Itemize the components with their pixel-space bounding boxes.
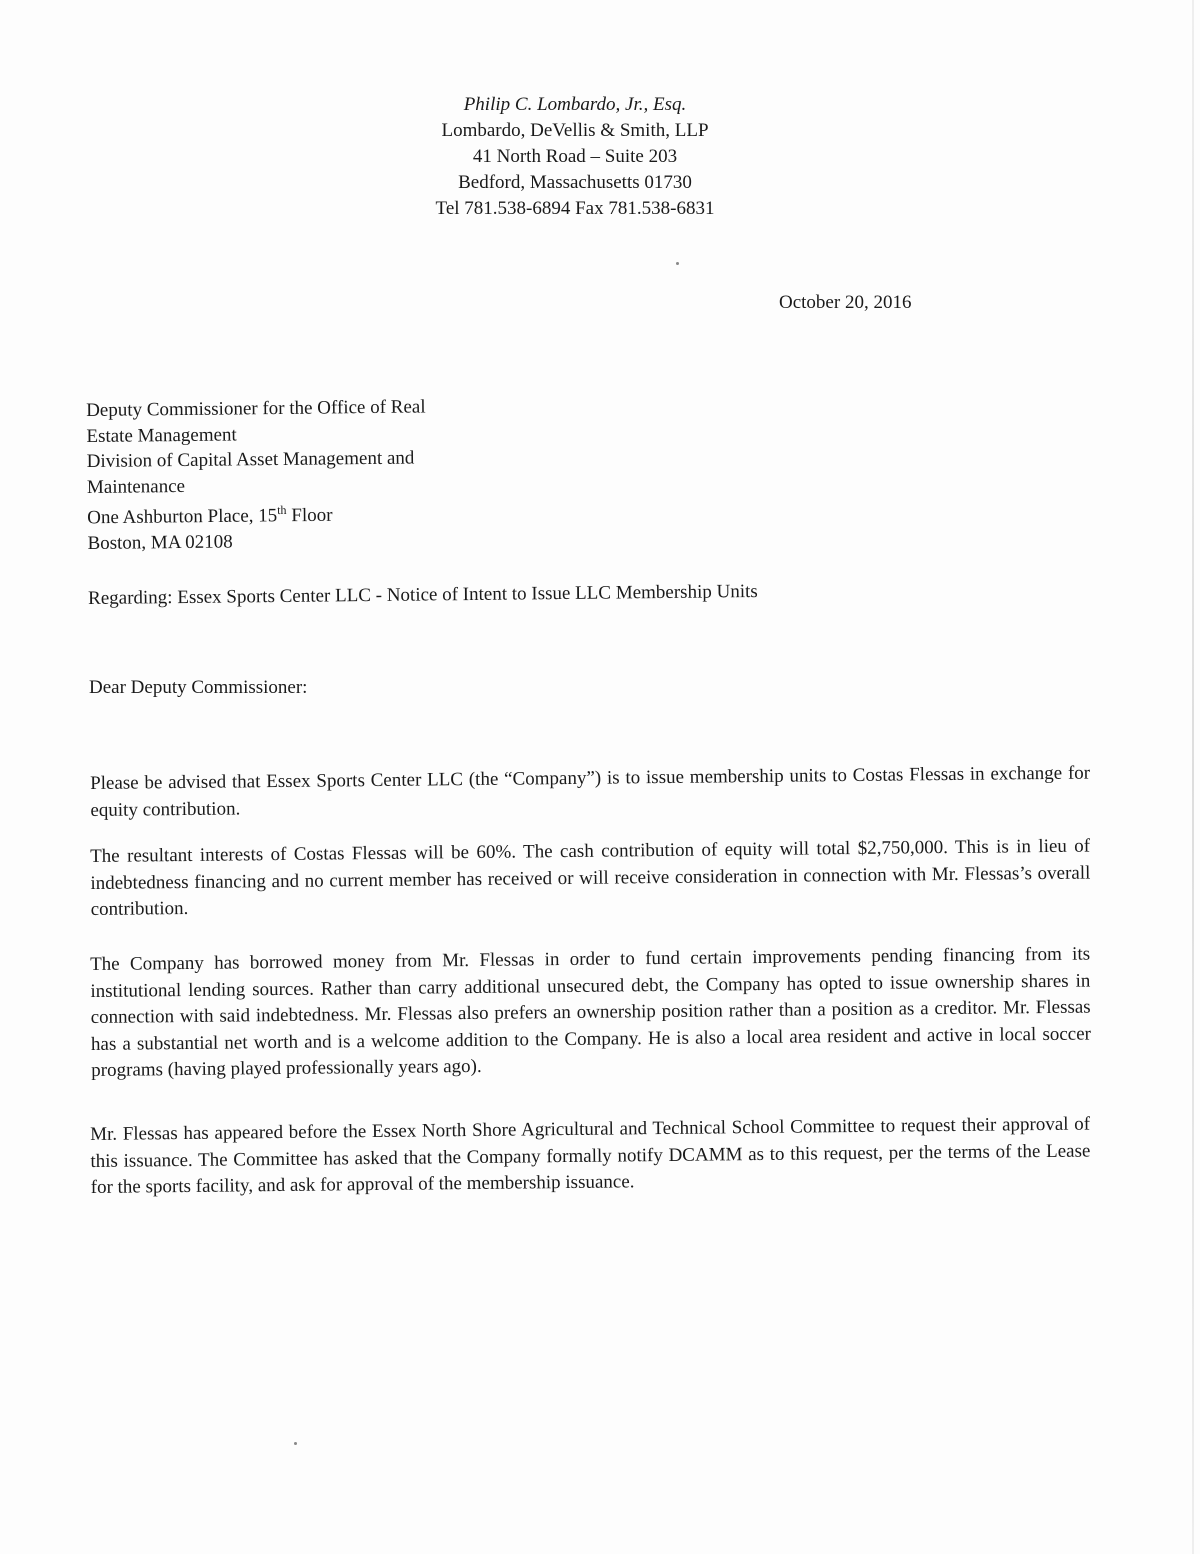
firm-name: Lombardo, DeVellis & Smith, LLP <box>441 120 709 141</box>
body-paragraph: The resultant interests of Costas Flessas will be 60%. The cash contribution of equity will total $2,750,000. This is in lieu of indebtedness financing and no current member has received or will receive consideration in connection with Mr. Flessas’s overall contribution. <box>90 835 1091 920</box>
scan-edge <box>1192 0 1194 1554</box>
ordinal-suffix: th <box>277 502 287 518</box>
letterhead <box>410 92 740 222</box>
recipient-line: Estate Management <box>86 423 237 447</box>
street-address: 41 North Road – Suite 203 <box>472 146 678 167</box>
recipient-line <box>87 496 487 531</box>
scan-speck <box>294 1442 297 1445</box>
attorney-name: Philip C. Lombardo, Jr., Esq. <box>463 94 687 115</box>
scan-speck <box>676 262 679 265</box>
phone-fax: Tel 781.538-6894 Fax 781.538-6831 <box>435 198 715 219</box>
recipient-street: One Ashburton Place, 15 <box>87 505 278 529</box>
recipient-line: Boston, MA 02108 <box>87 531 233 554</box>
recipient-line: Deputy Commissioner for the Office of Real <box>86 396 426 421</box>
subject-line: Regarding: Essex Sports Center LLC - Notice of Intent to Issue LLC Membership Units <box>88 580 758 609</box>
city-address: Bedford, Massachusetts 01730 <box>458 172 692 193</box>
letter-date: October 20, 2016 <box>779 292 912 313</box>
recipient-address <box>86 394 488 557</box>
recipient-line: Maintenance <box>86 475 186 498</box>
body-paragraph: Mr. Flessas has appeared before the Essex North Shore Agricultural and Technical School Committee to request their approval of this issuance. The Committee has asked that the Company formally notify DCAMM as to this request, per the terms of the Lease for the sports facility, and ask for approval of the membership issuance. <box>90 1113 1091 1198</box>
body-paragraph: Please be advised that Essex Sports Center LLC (the “Company”) is to issue membership units to Costas Flessas in exchange for equity contribution. <box>90 762 1091 821</box>
recipient-floor: Floor <box>286 504 333 527</box>
body-paragraph: The Company has borrowed money from Mr. Flessas in order to fund certain improvements pending financing from its institutional lending sources. Rather than carry additional unsecured debt, the Company has opted to issue ownership shares in connection with said indebtedness. Mr. Flessas also prefers an ownership position rather than a position as a creditor. Mr. Flessas has a substantial net worth and is a welcome addition to the Company. He is also a local area resident and active in local soccer programs (having played professionally years ago). <box>90 943 1092 1081</box>
recipient-line: Division of Capital Asset Management and <box>86 447 415 472</box>
salutation: Dear Deputy Commissioner: <box>89 677 308 698</box>
